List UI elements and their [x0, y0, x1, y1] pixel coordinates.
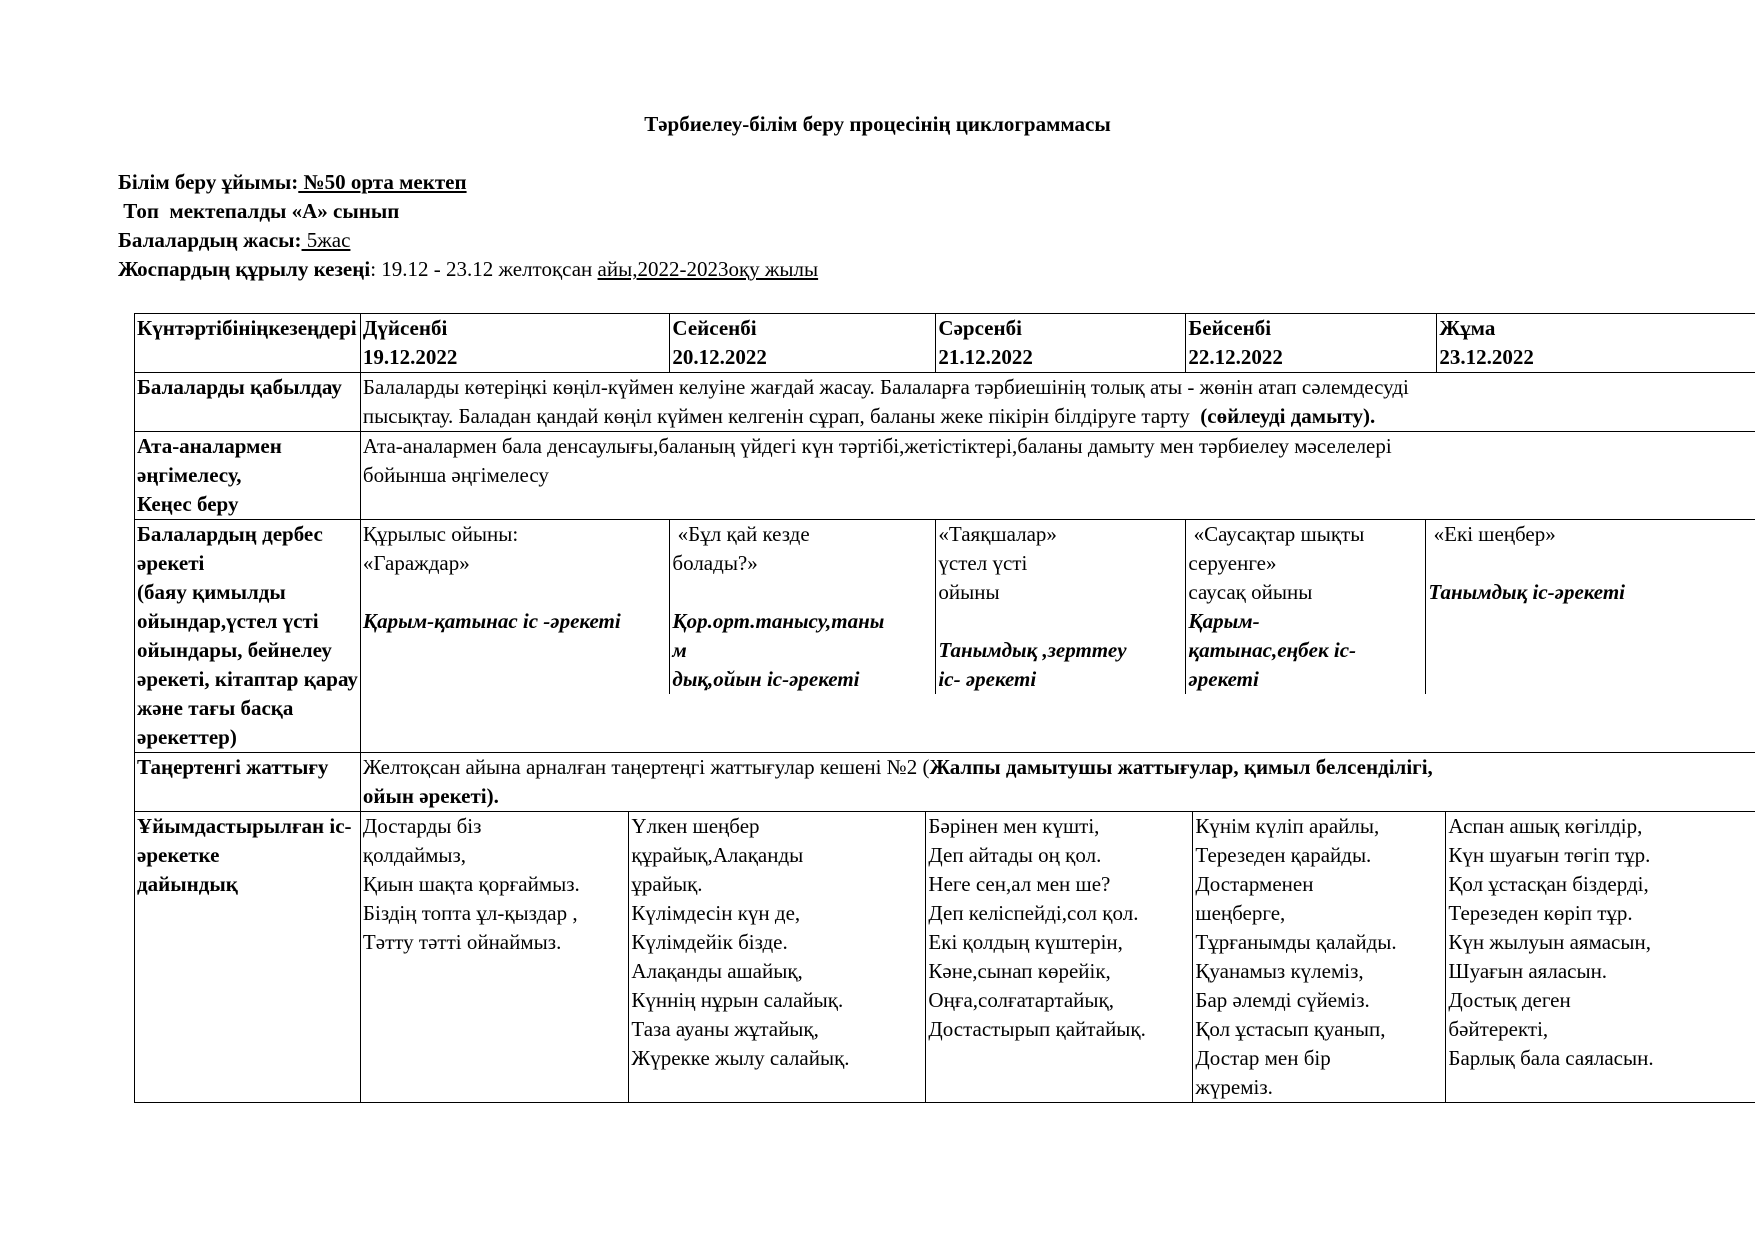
period-value-underlined: айы,2022-2023оқу жылы — [597, 257, 819, 281]
org-value: №50 орта мектеп — [298, 170, 467, 194]
info-org — [118, 168, 467, 197]
independent-mon: Құрылыс ойыны: «Гараждар» Қарым-қатынас іс -әрекеті — [361, 520, 670, 694]
row-organized-activity-days — [360, 812, 1755, 1103]
row-parents-text: Ата-аналармен бала денсаулығы,баланың үйдегі күн тәртібі,жетістіктері,баланы дамыту мен тәрбиелеу мәселелері бойынша әңгімелесу — [360, 432, 1755, 520]
info-group: Топ мектепалды «А» сынып — [118, 199, 400, 223]
row-morning-exercise — [135, 753, 1755, 812]
header-day-wed: Сәрсенбі 21.12.2022 — [936, 314, 1186, 372]
document-title: Тәрбиелеу-білім беру процесінің циклограммасы — [644, 112, 1111, 136]
age-label: Балалардың жасы: — [118, 228, 302, 252]
header-day-mon: Дүйсенбі 19.12.2022 — [361, 314, 670, 372]
header-days — [360, 314, 1755, 373]
row-independent — [135, 520, 1755, 753]
row-parents — [135, 432, 1755, 520]
header-day-tue: Сейсенбі 20.12.2022 — [670, 314, 936, 372]
info-age — [118, 226, 350, 255]
organized-mon: Достарды біз қолдаймыз, Қиын шақта қорғаймыз. Біздің топта ұл-қыздар , Тәтту тәтті ойнаймыз. — [361, 812, 629, 1102]
independent-tue: «Бұл қай кезде болады?» Қор.орт.танысу,таны м дық,ойын іс-әрекеті — [670, 520, 936, 694]
header-row — [135, 314, 1755, 373]
row-independent-days — [360, 520, 1755, 753]
row-parents-label: Ата-аналармен әңгімелесу, Кеңес беру — [135, 432, 361, 520]
organized-wed: Бәрінен мен күшті, Деп айтады оң қол. Неге сен,ал мен ше? Деп келіспейді,сол қол. Екі қолдың күштерін, Кәне,сынап көрейік, Оңға,солғатартайық, Достастырып қайтайық. — [926, 812, 1193, 1102]
age-value: 5жас — [301, 228, 351, 252]
period-label: Жоспардың құрылу кезеңі — [118, 257, 371, 281]
row-organized-activity — [135, 812, 1755, 1103]
info-period — [118, 255, 818, 284]
row-morning-exercise-text: Желтоқсан айына арналған таңертеңгі жаттығулар кешені №2 (Жалпы дамытушы жаттығулар, қимыл белсенділігі, ойын әрекеті). — [360, 753, 1755, 812]
cyclogram-table — [134, 313, 1755, 1103]
row-morning-exercise-label: Таңертенгі жаттығу — [135, 753, 361, 812]
independent-thu: «Саусақтар шықты серуенге» саусақ ойыны Қарым- қатынас,еңбек іс- әрекеті — [1186, 520, 1426, 694]
independent-wed: «Таяқшалар» үстел үсті ойыны Танымдық ,зерттеу іс- әрекеті — [936, 520, 1186, 694]
independent-fri: «Екі шеңбер» Танымдық іс-әрекеті — [1426, 520, 1755, 694]
row-independent-label: Балалардың дербес әрекеті (баяу қимылды ойындар,үстел үсті ойындары, бейнелеу әрекеті, кітаптар қарау және тағы басқа әрекеттер) — [135, 520, 361, 753]
header-day-thu: Бейсенбі 22.12.2022 — [1186, 314, 1437, 372]
org-label: Білім беру ұйымы: — [118, 170, 299, 194]
row-reception — [135, 373, 1755, 432]
organized-thu: Күнім күліп арайлы, Терезеден қарайды. Достарменен шеңберге, Тұрғанымды қалайды. Қуанамыз күлеміз, Бар әлемді сүйеміз. Қол ұстасып қуанып, Достар мен бір жүреміз. — [1193, 812, 1446, 1102]
header-stage: Күнтәртібініңкезеңдері — [135, 314, 361, 373]
period-value: : 19.12 - 23.12 желтоқсан — [370, 257, 598, 281]
row-reception-text: Балаларды көтеріңкі көңіл-күймен келуіне жағдай жасау. Балаларға тәрбиешінің толық аты - жөнін атап сәлемдесуді пысықтау. Баладан қандай көңіл күймен келгенін сұрап, баланы жеке пікірін білдіруге тарту (сөйлеуді дамыту). — [360, 373, 1755, 432]
row-organized-activity-label: Ұйымдастырылған іс- әрекетке дайындық — [135, 812, 361, 1103]
row-reception-label: Балаларды қабылдау — [135, 373, 361, 432]
organized-tue: Үлкен шеңбер құрайық,Алақанды ұрайық. Күлімдесін күн де, Күлімдейік бізде. Алақанды ашайық, Күннің нұрын салайық. Таза ауаны жұтайық, Жүрекке жылу салайық. — [629, 812, 926, 1102]
organized-fri: Аспан ашық көгілдір, Күн шуағын төгіп тұр. Қол ұстасқан біздерді, Терезеден көріп тұр. Күн жылуын аямасын, Шуағын аяласын. Достық деген бәйтеректі, Барлық бала саяласын. — [1446, 812, 1755, 1102]
header-day-fri: Жұма 23.12.2022 — [1437, 314, 1755, 372]
